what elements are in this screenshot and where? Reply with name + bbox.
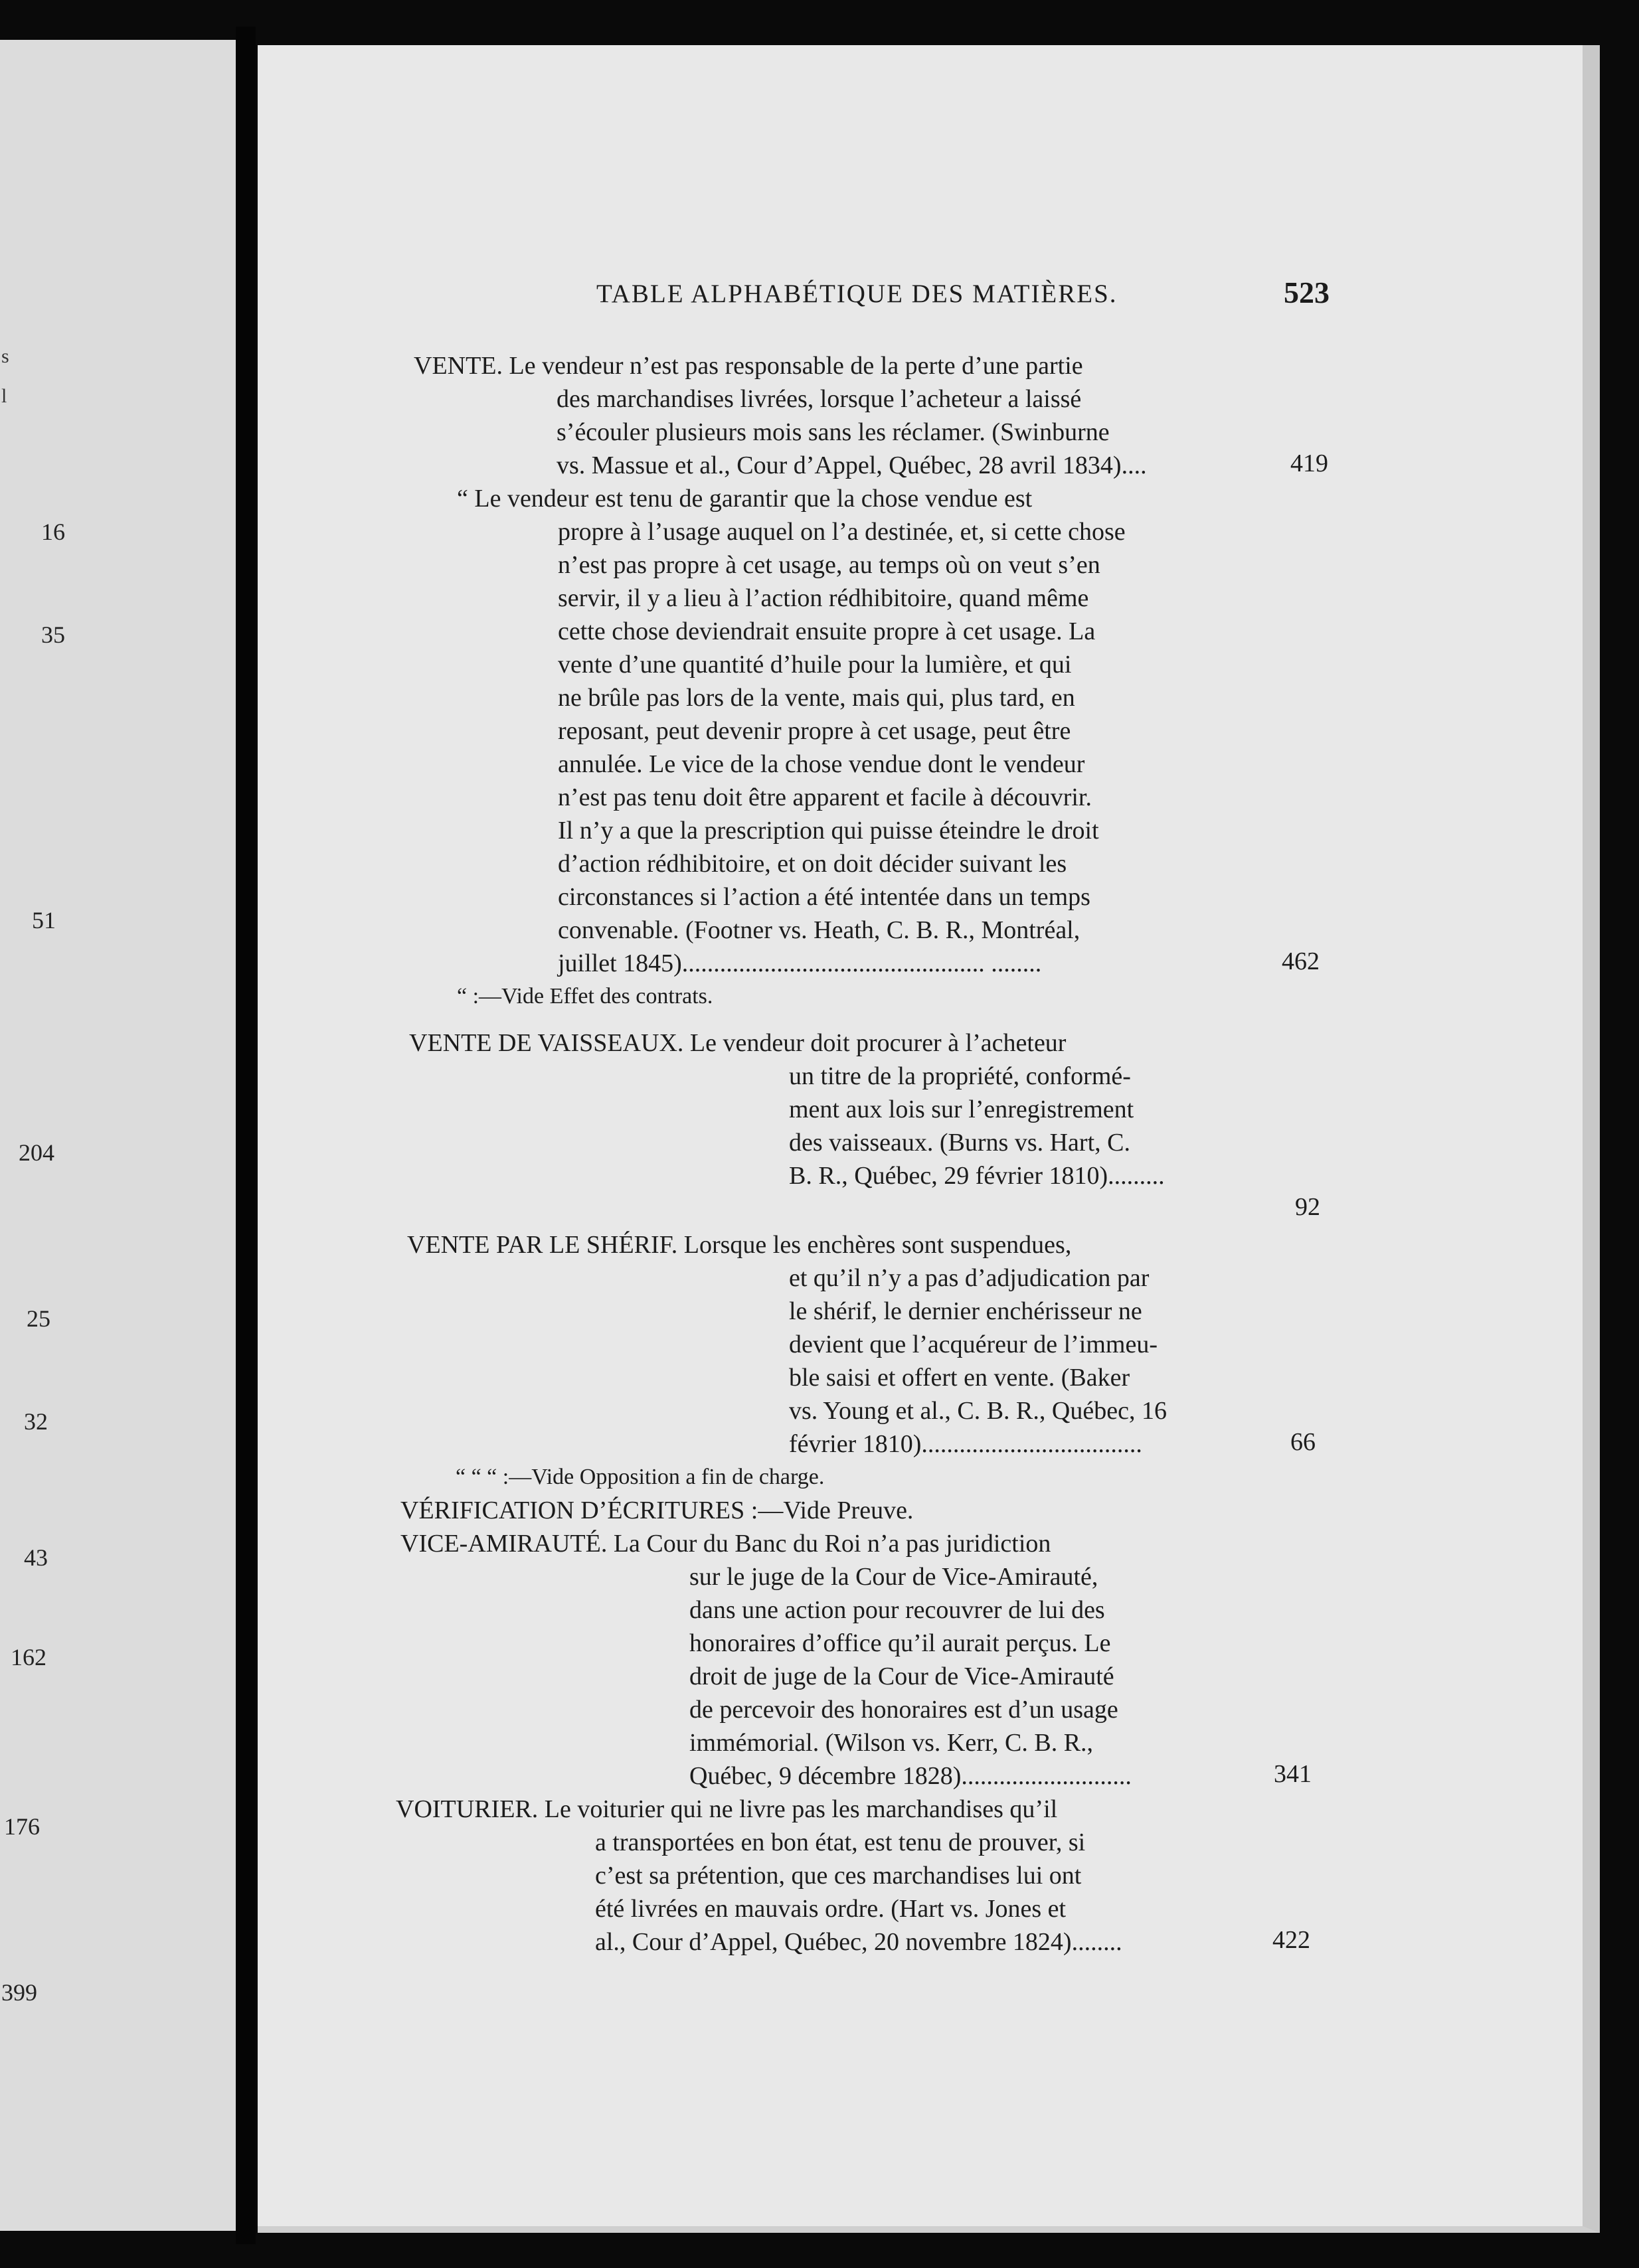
entry-line: convenable. (Footner vs. Heath, C. B. R., Montréal, (558, 916, 1080, 944)
page-reference: 341 (1274, 1760, 1312, 1788)
entry-line: d’action rédhibitoire, et on doit décider suivant les (558, 850, 1067, 878)
entry-line: a transportées en bon état, est tenu de prouver, si (595, 1828, 1086, 1856)
entry-line: ne brûle pas lors de la vente, mais qui, plus tard, en (558, 684, 1075, 712)
entry-line: circonstances si l’action a été intentée dans un temps (558, 883, 1090, 911)
entry-line: “ :—Vide Effet des contrats. (457, 984, 713, 1009)
page-reference: 462 (1282, 947, 1320, 975)
index-entry-vente-vaisseaux (409, 1026, 1165, 1192)
index-entry-vente-garantie (457, 482, 1126, 980)
entry-line: des marchandises livrées, lorsque l’acheteur a laissé (557, 385, 1082, 413)
index-entry-verification (400, 1494, 913, 1527)
left-page-edge (0, 40, 241, 2231)
entry-line: B. R., Québec, 29 février 1810)......... (789, 1162, 1165, 1190)
page-reference: 66 (1290, 1428, 1316, 1456)
left-page-number: 35 (41, 621, 65, 648)
entry-line: VICE-AMIRAUTÉ. La Cour du Banc du Roi n’a pas juridiction (400, 1530, 1051, 1558)
left-page-number: 43 (24, 1544, 48, 1571)
entry-line: cette chose deviendrait ensuite propre à cet usage. La (558, 617, 1096, 645)
entry-line: vente d’une quantité d’huile pour la lumière, et qui (558, 651, 1072, 679)
entry-line: VOITURIER. Le voiturier qui ne livre pas les marchandises qu’il (396, 1795, 1058, 1823)
entry-line: dans une action pour recouvrer de lui des (689, 1596, 1105, 1624)
entry-line: Il n’y a que la prescription qui puisse éteindre le droit (558, 817, 1099, 845)
entry-line: VENTE. Le vendeur n’est pas responsable de la perte d’une partie (414, 352, 1083, 380)
entry-line: annulée. Le vice de la chose vendue dont le vendeur (558, 750, 1085, 778)
index-entry-vice-amiraute (400, 1527, 1132, 1793)
entry-line: s’écouler plusieurs mois sans les réclamer. (Swinburne (557, 418, 1110, 446)
left-page-number: 204 (19, 1139, 54, 1166)
entry-line: devient que l’acquéreur de l’immeu- (789, 1331, 1158, 1358)
entry-line: propre à l’usage auquel on l’a destinée, et, si cette chose (558, 518, 1126, 546)
entry-line: été livrées en mauvais ordre. (Hart vs. Jones et (595, 1895, 1067, 1923)
page-reference: 92 (1295, 1193, 1320, 1221)
left-page-number: 32 (24, 1408, 48, 1435)
entry-line: Québec, 9 décembre 1828)........................... (689, 1762, 1132, 1790)
left-page-number: 25 (27, 1305, 50, 1332)
index-cross-reference (456, 1461, 824, 1494)
page-reference: 422 (1272, 1926, 1310, 1954)
entry-line: VÉRIFICATION D’ÉCRITURES :—Vide Preuve. (400, 1497, 914, 1524)
entry-line: VENTE DE VAISSEAUX. Le vendeur doit procurer à l’acheteur (409, 1029, 1067, 1057)
entry-line: “ Le vendeur est tenu de garantir que la chose vendue est (457, 485, 1033, 513)
book-page (258, 45, 1600, 2233)
entry-line: al., Cour d’Appel, Québec, 20 novembre 1824)........ (595, 1928, 1122, 1956)
header-title: TABLE ALPHABÉTIQUE DES MATIÈRES. (596, 280, 1118, 308)
entry-line: ble saisi et offert en vente. (Baker (789, 1364, 1130, 1392)
entry-line: “ “ “ :—Vide Opposition a fin de charge. (456, 1465, 825, 1489)
entry-line: un titre de la propriété, conformé- (789, 1062, 1131, 1090)
left-page-number: 399 (1, 1979, 37, 2006)
running-header (258, 276, 1583, 319)
entry-line: honoraires d’office qu’il aurait perçus. Le (689, 1629, 1111, 1657)
entry-line: de percevoir des honoraires est d’un usage (689, 1696, 1118, 1724)
entry-line: et qu’il n’y a pas d’adjudication par (789, 1264, 1150, 1292)
entry-line: reposant, peut devenir propre à cet usage, peut être (558, 717, 1071, 745)
index-entry-vente-sherif (407, 1228, 1167, 1461)
entry-line: n’est pas tenu doit être apparent et facile à découvrir. (558, 783, 1092, 811)
left-page-number: 176 (4, 1813, 40, 1840)
entry-line: des vaisseaux. (Burns vs. Hart, C. (789, 1129, 1130, 1157)
left-page-char: l (1, 385, 7, 407)
entry-line: juillet 1845)................................................ ........ (558, 949, 1042, 977)
index-cross-reference (457, 980, 713, 1013)
entry-line: sur le juge de la Cour de Vice-Amirauté, (689, 1563, 1098, 1591)
left-page-number: 51 (32, 907, 56, 933)
page-reference: 419 (1290, 449, 1328, 477)
left-page-number: 162 (11, 1644, 46, 1670)
entry-line: c’est sa prétention, que ces marchandises lui ont (595, 1862, 1082, 1890)
page-number: 523 (1284, 276, 1330, 309)
book-gutter (236, 27, 256, 2244)
left-page-number: 16 (41, 519, 65, 545)
index-entry-voiturier (396, 1793, 1122, 1959)
index-entry-vente (414, 349, 1147, 482)
entry-line: droit de juge de la Cour de Vice-Amirauté (689, 1662, 1114, 1690)
entry-line: le shérif, le dernier enchérisseur ne (789, 1297, 1142, 1325)
entry-line: ment aux lois sur l’enregistrement (789, 1095, 1134, 1123)
entry-line: immémorial. (Wilson vs. Kerr, C. B. R., (689, 1729, 1094, 1757)
entry-line: n’est pas propre à cet usage, au temps où on veut s’en (558, 551, 1100, 579)
entry-line: vs. Young et al., C. B. R., Québec, 16 (789, 1397, 1167, 1425)
entry-line: servir, il y a lieu à l’action rédhibitoire, quand même (558, 584, 1089, 612)
entry-line: VENTE PAR LE SHÉRIF. Lorsque les enchères sont suspendues, (407, 1231, 1072, 1259)
entry-line: vs. Massue et al., Cour d’Appel, Québec, 28 avril 1834).... (557, 451, 1147, 479)
left-page-char: s (1, 345, 9, 367)
entry-line: février 1810)................................... (789, 1430, 1142, 1458)
